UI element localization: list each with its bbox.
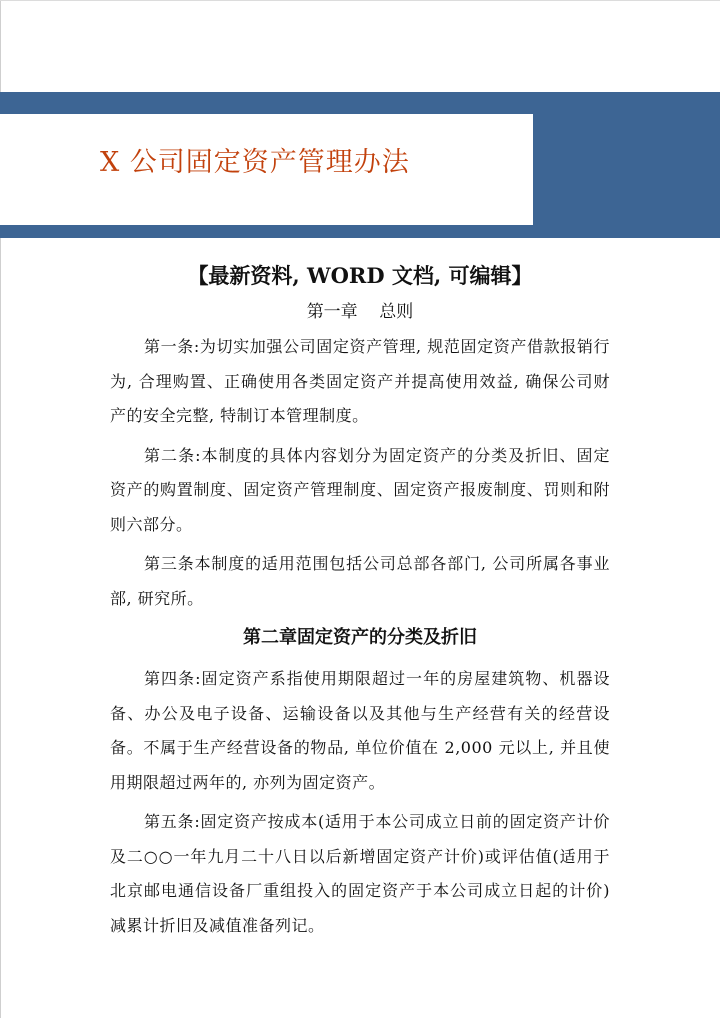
article-2: 第二条:本制度的具体内容划分为固定资产的分类及折旧、固定资产的购置制度、固定资产管理制度、固定资产报废制度、罚则和附则六部分。 <box>110 445 610 534</box>
chapter-1-title: 第一章 总则 <box>306 302 414 322</box>
article-5: 第五条:固定资产按成本(适用于本公司成立日前的固定资产计价及二○○一年九月二十八日以后新增固定资产计价)或评估值(适用于北京邮电通信设备厂重组投入的固定资产于本公司成立日起的计价)减累计折旧及减值准备列记。 <box>110 812 610 935</box>
article-1: 第一条:为切实加强公司固定资产管理, 规范固定资产借款报销行为, 合理购置、正确使用各类固定资产并提高使用效益, 确保公司财产的安全完整, 特制订本管理制度。 <box>110 337 610 425</box>
document-title: X 公司固定资产管理办法 <box>100 147 410 178</box>
chapter-2-title: 第二章固定资产的分类及折旧 <box>243 627 477 648</box>
header-title-panel <box>0 114 533 225</box>
article-4: 第四条:固定资产系指使用期限超过一年的房屋建筑物、机器设备、办公及电子设备、运输设备以及其他与生产经营有关的经营设备。不属于生产经营设备的物品, 单位价值在 2,000 元以上, 并且使用期限超过两年的, 亦列为固定资产。 <box>110 669 610 792</box>
article-3: 第三条本制度的适用范围包括公司总部各部门, 公司所属各事业部, 研究所。 <box>110 554 610 608</box>
document-body <box>110 258 610 943</box>
header-banner <box>0 92 720 238</box>
edition-note: 【最新资料, WORD 文档, 可编辑】 <box>187 263 533 288</box>
page-top-edge <box>0 0 720 1</box>
